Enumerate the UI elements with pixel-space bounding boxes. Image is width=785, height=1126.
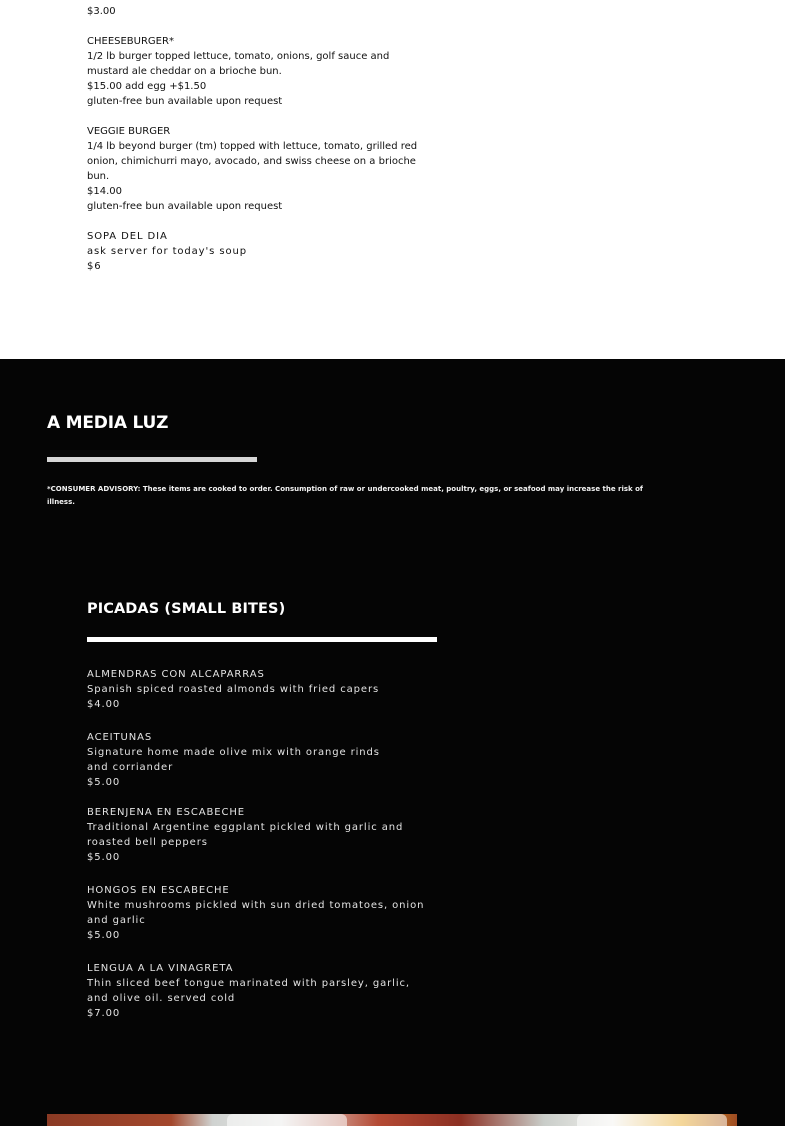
menu-item-description: Signature home made olive mix with orange rinds and corriander	[87, 747, 380, 773]
menu-item-description: 1/2 lb burger topped lettuce, tomato, onions, golf sauce and mustard ale cheddar on a brioche bun.	[87, 51, 390, 77]
menu-item-description: Traditional Argentine eggplant pickled with garlic and roasted bell peppers	[87, 822, 404, 848]
menu-item-description: White mushrooms pickled with sun dried tomatoes, onion and garlic	[87, 900, 425, 926]
menu-item-price: $14.00	[87, 186, 122, 197]
menu-item-price: $5.00	[87, 930, 121, 941]
food-photo	[47, 1114, 737, 1126]
menu-item-note: gluten-free bun available upon request	[87, 201, 283, 212]
menu-item-price: $4.00	[87, 699, 121, 710]
menu-item-price: $5.00	[87, 852, 121, 863]
menu-item-name: HONGOS EN ESCABECHE	[87, 885, 230, 896]
consumer-advisory: *CONSUMER ADVISORY: These items are cooked to order. Consumption of raw or undercooked meat, poultry, eggs, or seafood may increase the risk of illness.	[47, 485, 643, 506]
menu-item-name: BERENJENA EN ESCABECHE	[87, 807, 245, 818]
previous-item-price: $3.00	[87, 6, 116, 17]
menu-item-name: ACEITUNAS	[87, 732, 153, 743]
menu-item-name: ALMENDRAS CON ALCAPARRAS	[87, 669, 265, 680]
menu-item-description: Spanish spiced roasted almonds with fried capers	[87, 684, 380, 695]
menu-item-name: LENGUA A LA VINAGRETA	[87, 963, 234, 974]
divider	[47, 457, 257, 462]
restaurant-name: A MEDIA LUZ	[47, 413, 169, 433]
menu-item-description: 1/4 lb beyond burger (tm) topped with lettuce, tomato, grilled red onion, chimichurri mayo, avocado, and swiss cheese on a brioche bun.	[87, 141, 418, 182]
menu-item-name: VEGGIE BURGER	[87, 126, 171, 137]
menu-item-price: $6	[87, 261, 102, 272]
menu-item-price: $7.00	[87, 1008, 121, 1019]
burgers-menu-section	[0, 0, 785, 359]
menu-item-description: Thin sliced beef tongue marinated with parsley, garlic, and olive oil. served cold	[87, 978, 410, 1004]
menu-item-name: CHEESEBURGER*	[87, 36, 174, 47]
menu-item-price: $5.00	[87, 777, 121, 788]
menu-item-name: SOPA DEL DIA	[87, 231, 168, 242]
divider	[87, 637, 437, 642]
menu-item-note: gluten-free bun available upon request	[87, 96, 283, 107]
menu-item-price: $15.00 add egg +$1.50	[87, 81, 207, 92]
picadas-menu-section	[0, 359, 785, 1126]
section-title: PICADAS (SMALL BITES)	[87, 601, 286, 617]
menu-item-description: ask server for today's soup	[87, 246, 247, 257]
